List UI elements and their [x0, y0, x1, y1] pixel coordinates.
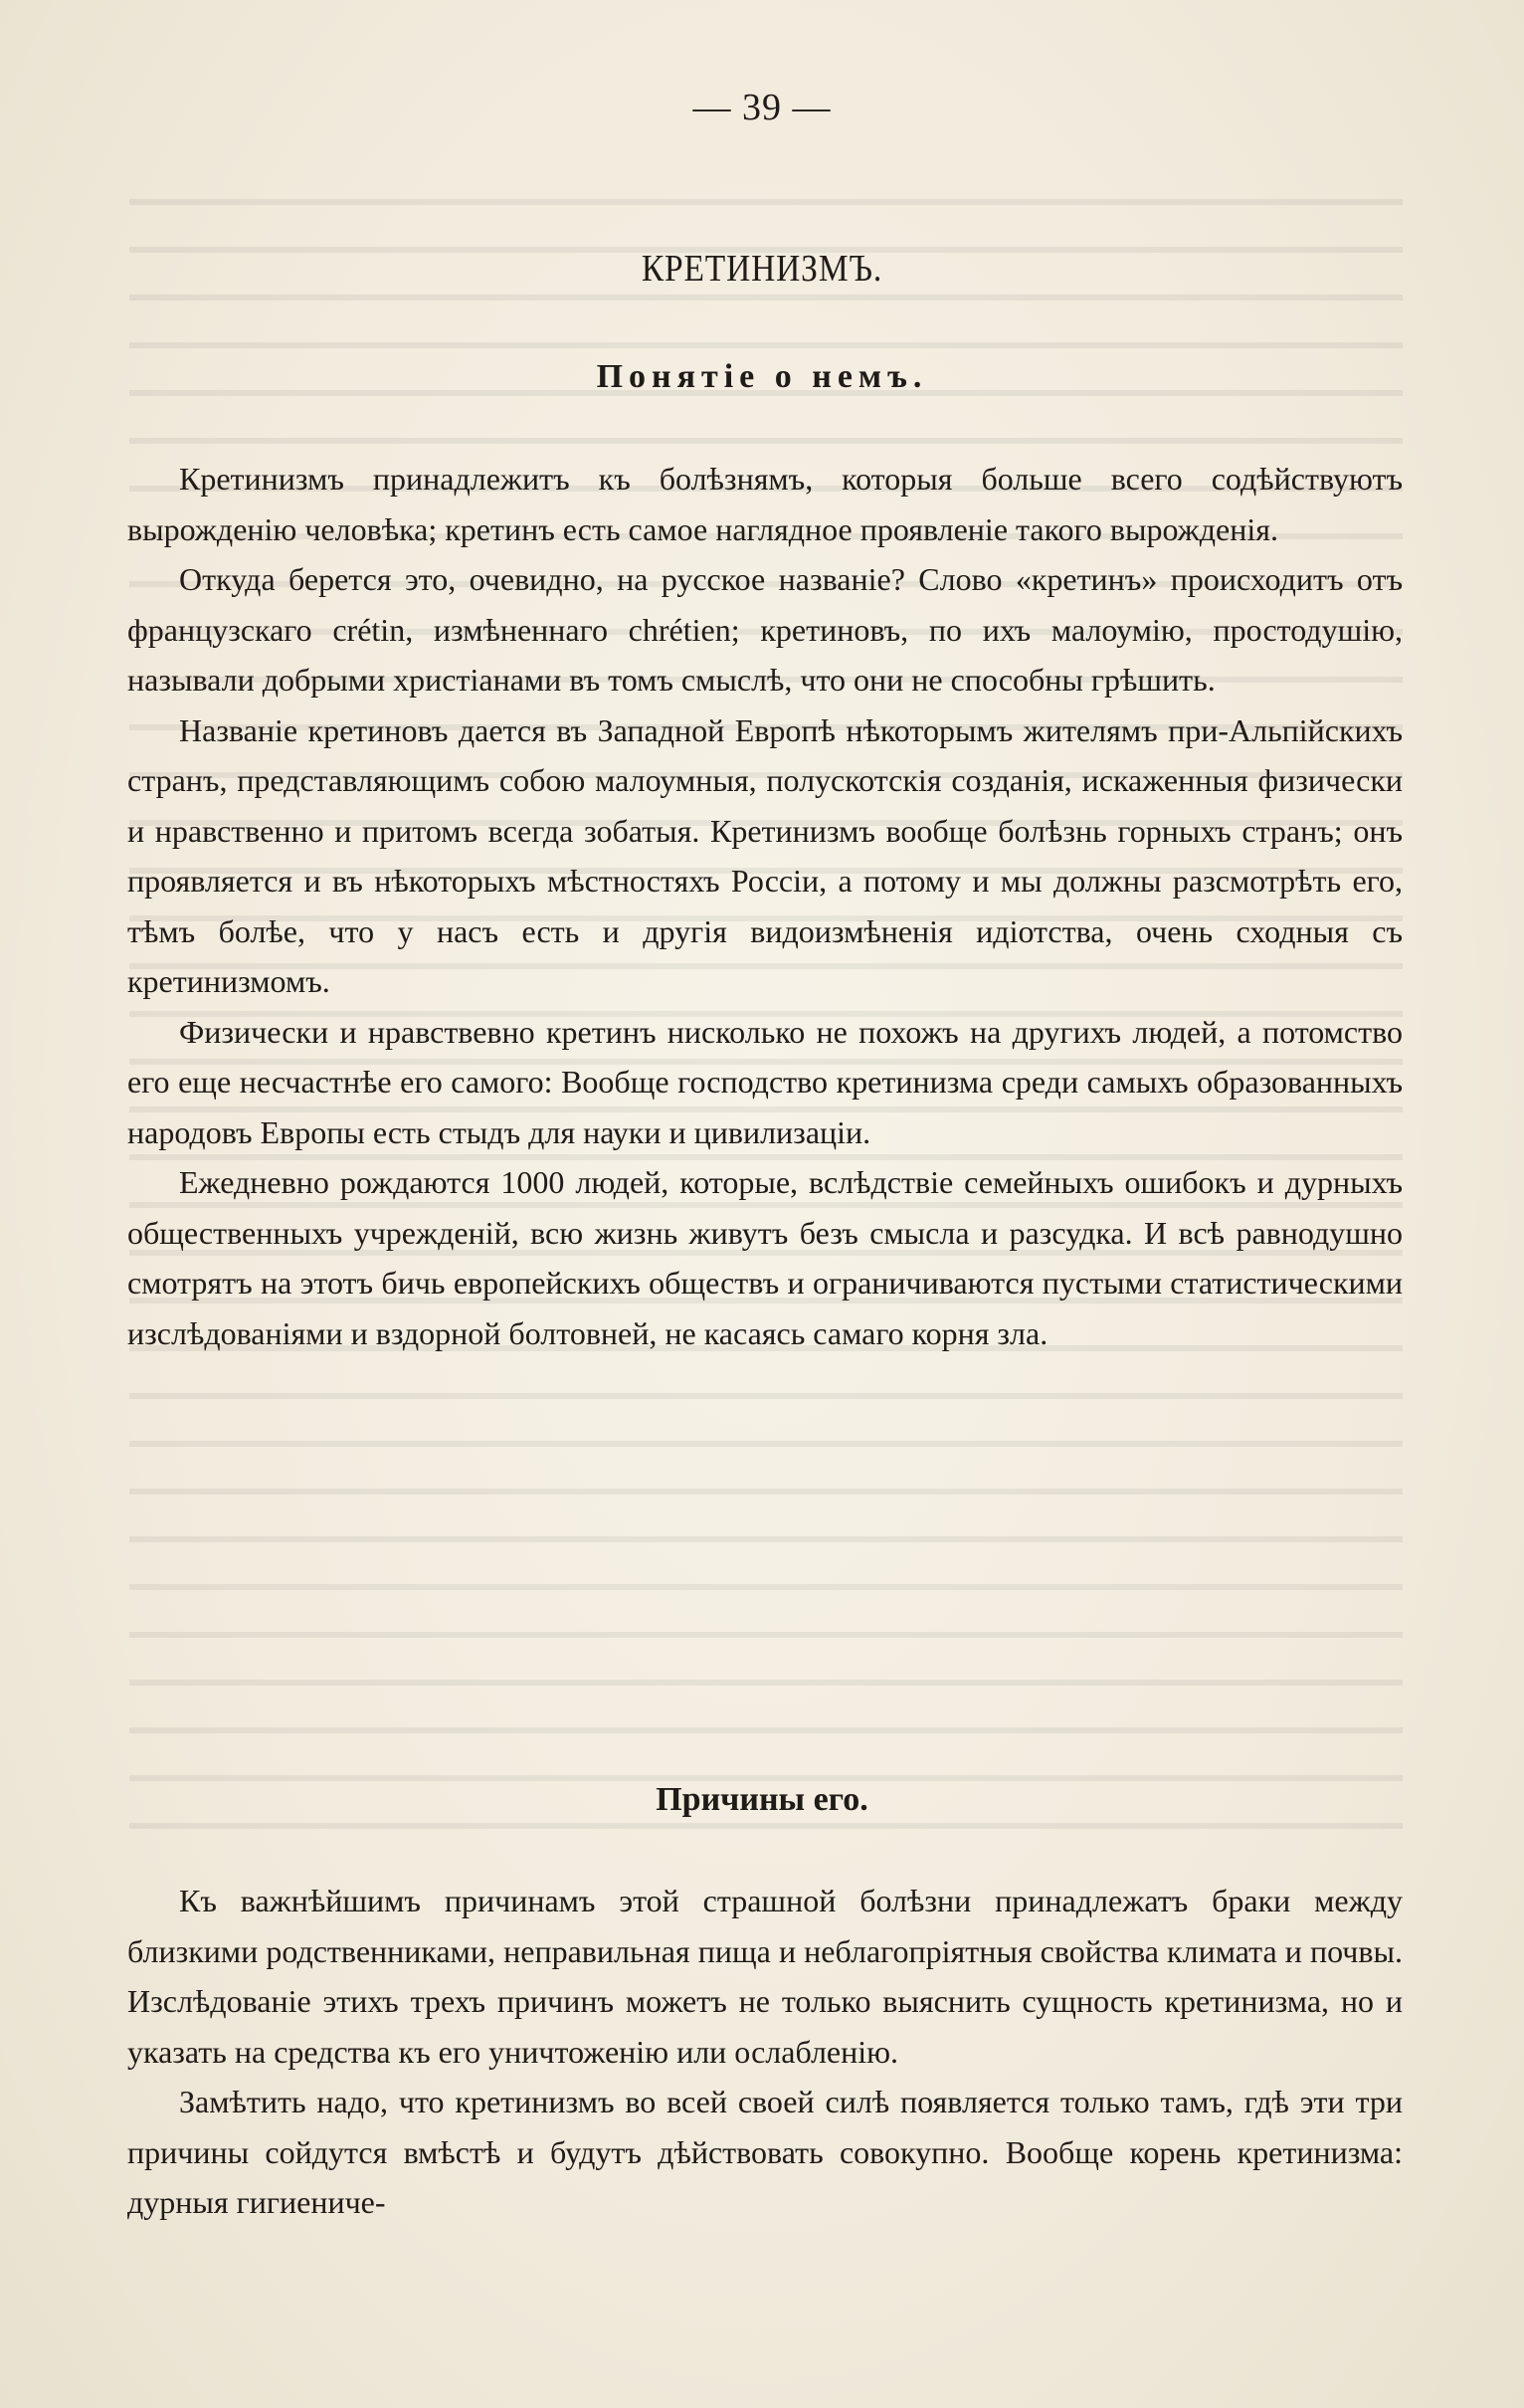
paragraph: Физически и нравствевно кретинъ нисколько не похожъ на другихъ людей, а потомство его еще несчастнѣе его самого: Вообще господство кретинизма среди самыхъ образованныхъ народовъ Европы есть стыдъ для науки и цивилизаціи.	[127, 1013, 1403, 1150]
section-heading-concept: Понятіе о немъ.	[596, 358, 928, 395]
section-body-causes	[127, 1876, 1403, 2228]
page-number: — 39 —	[692, 87, 832, 128]
paragraph: Кретинизмъ принадлежитъ къ болѣзнямъ, которыя больше всего содѣйствуютъ вырожденію человѣка; кретинъ есть самое наглядное проявленіе такого вырожденія.	[127, 461, 1403, 547]
paragraph: Замѣтить надо, что кретинизмъ во всей своей силѣ появляется только тамъ, гдѣ эти три причины сойдутся вмѣстѣ и будутъ дѣйствовать совокупно. Вообще корень кретинизма: дурныя гигиениче-	[127, 2084, 1403, 2220]
paragraph: Названіе кретиновъ дается въ Западной Европѣ нѣкоторымъ жителямъ при-Альпійскихъ странъ, представляющимъ собою малоумныя, полускотскія созданія, искаженныя физически и нравственно и притомъ всегда зобатыя. Кретинизмъ вообще болѣзнь горныхъ странъ; онъ проявляется и въ нѣкоторыхъ мѣстностяхъ Россіи, а потому и мы должны разсмотрѣть его, тѣмъ болѣе, что у насъ есть и другія видоизмѣненія идіотства, очень сходныя съ кретинизмомъ.	[127, 711, 1403, 999]
section-body-concept	[127, 454, 1403, 1358]
paragraph: Къ важнѣйшимъ причинамъ этой страшной болѣзни принадлежатъ браки между близкими родственниками, неправильная пища и неблагопріятныя свойства климата и почвы. Изслѣдованіе этихъ трехъ причинъ можетъ не только выяснить сущность кретинизма, но и указать на средства къ его уничтоженію или ослабленію.	[127, 1883, 1403, 2070]
paragraph: Ежедневно рождаются 1000 людей, которые, вслѣдствіе семейныхъ ошибокъ и дурныхъ общественныхъ учрежденій, всю жизнь живутъ безъ смысла и разсудка. И всѣ равнодушно смотрятъ на этотъ бичь европейскихъ обществъ и ограничиваются пустыми статистическими изслѣдованіями и вздорной болтовней, не касаясь самаго корня зла.	[127, 1164, 1403, 1351]
paragraph: Откуда берется это, очевидно, на русское названіе? Слово «кретинъ» происходитъ отъ французскаго crétin, измѣненнаго chrétien; кретиновъ, по ихъ малоумію, простодушію, называли добрыми христіанами въ томъ смыслѣ, что они не способны грѣшить.	[127, 561, 1403, 698]
chapter-title: КРЕТИНИЗМЪ.	[641, 248, 883, 290]
section-heading-causes: Причины его.	[656, 1781, 868, 1818]
